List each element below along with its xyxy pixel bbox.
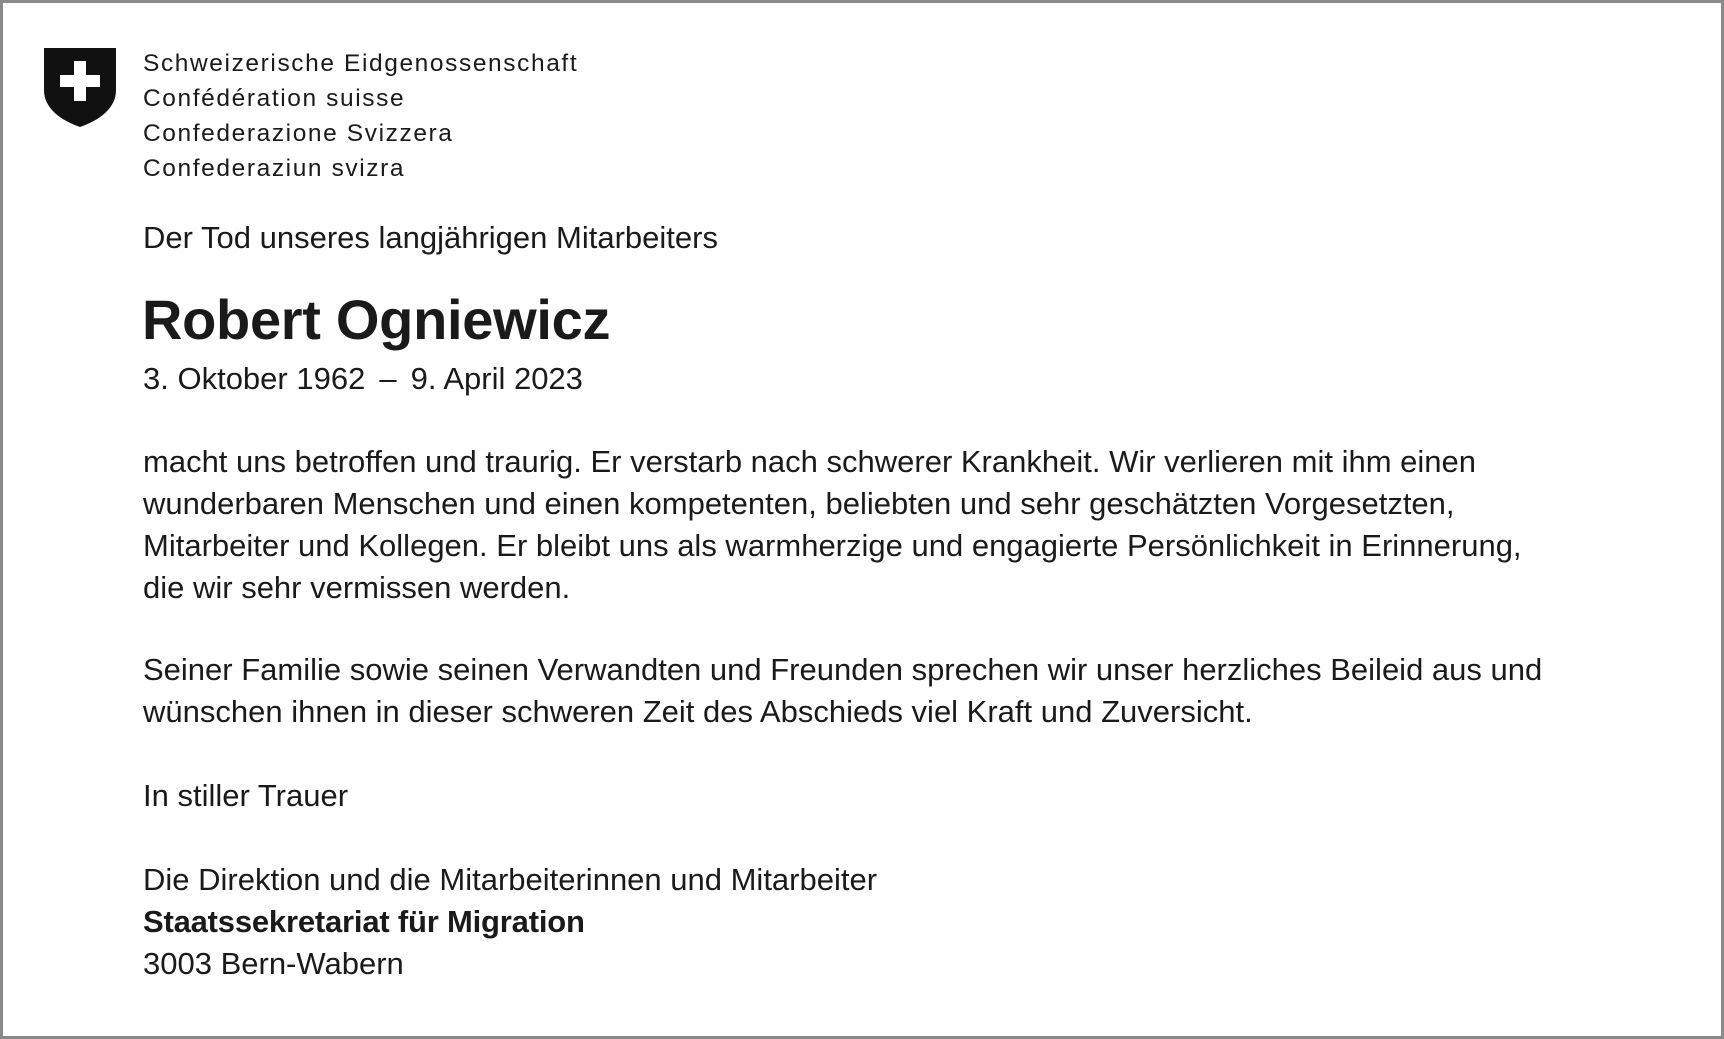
notice-intro: Der Tod unseres langjährigen Mitarbeiters [143, 220, 718, 255]
condolence-paragraph-2 [143, 649, 1683, 733]
paragraph-line: Mitarbeiter und Kollegen. Er bleibt uns als warmherzige und engagierte Persönlichkeit in Erinnerung, [143, 528, 1522, 563]
paragraph-line: die wir sehr vermissen werden. [143, 570, 571, 605]
paragraph-line: macht uns betroffen und traurig. Er verstarb nach schwerer Krankheit. Wir verlieren mit ihm einen [143, 444, 1476, 479]
confederation-name-de: Schweizerische Eidgenossenschaft [143, 50, 579, 77]
condolence-paragraph-1 [143, 441, 1683, 609]
closing-phrase: In stiller Trauer [143, 778, 349, 813]
paragraph-line: Seiner Familie sowie seinen Verwandten und Freunden sprechen wir unser herzliches Beileid aus und [143, 652, 1543, 687]
confederation-name-it: Confederazione Svizzera [143, 120, 454, 147]
confederation-name-fr: Confédération suisse [143, 85, 406, 112]
signature-address: 3003 Bern-Wabern [143, 946, 404, 981]
life-dates [143, 359, 583, 399]
birth-date: 3. Oktober 1962 [143, 361, 366, 396]
signature-block [143, 859, 877, 985]
paragraph-line: wunderbaren Menschen und einen kompetenten, beliebten und sehr geschätzten Vorgesetzten, [143, 486, 1455, 521]
deceased-name: Robert Ogniewicz [142, 288, 611, 351]
paragraph-line: wünschen ihnen in dieser schweren Zeit des Abschieds viel Kraft und Zuversicht. [143, 694, 1253, 729]
confederation-name-rm: Confederaziun svizra [143, 155, 406, 182]
signature-from: Die Direktion und die Mitarbeiterinnen und Mitarbeiter [143, 862, 878, 897]
swiss-coat-of-arms-icon [42, 46, 118, 128]
signature-organization: Staatssekretariat für Migration [143, 904, 585, 939]
confederation-names [143, 46, 578, 186]
date-separator: – [379, 361, 397, 396]
death-date: 9. April 2023 [410, 361, 583, 396]
